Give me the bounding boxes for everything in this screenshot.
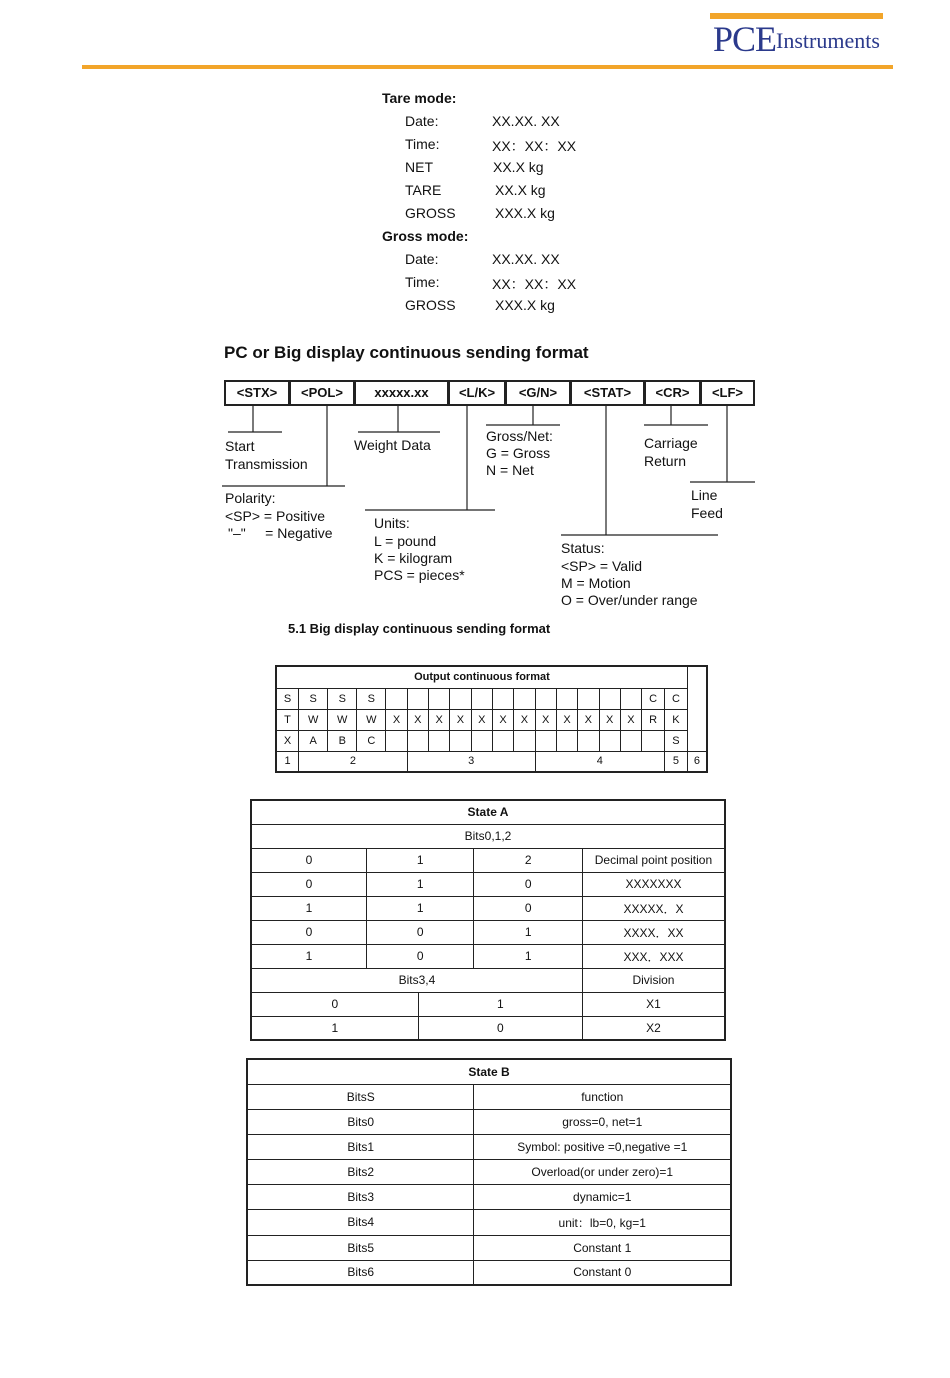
output-char-cell <box>450 730 471 751</box>
status-label: <SP> = Valid <box>561 558 643 574</box>
output-char-cell: T <box>276 709 299 730</box>
output-char-cell: S <box>276 688 299 709</box>
box-cr: <CR> <box>644 380 701 406</box>
box-lf: <LF> <box>700 380 755 406</box>
state-a-cell: 1 <box>251 944 366 968</box>
output-char-cell: W <box>328 709 357 730</box>
state-a-cell: 0 <box>474 896 582 920</box>
output-char-cell <box>407 730 428 751</box>
output-char-cell <box>492 688 513 709</box>
group-cell: 4 <box>535 751 664 772</box>
state-a-cell: 0 <box>474 872 582 896</box>
output-char-cell <box>429 730 450 751</box>
box-lk: <L/K> <box>448 380 506 406</box>
status-label: O = Over/under range <box>561 592 698 608</box>
output-char-cell <box>599 688 620 709</box>
carriage-label: Return <box>644 453 687 469</box>
grossnet-label: Gross/Net: <box>486 428 553 444</box>
output-char-cell <box>492 730 513 751</box>
group-cell: 2 <box>299 751 408 772</box>
state-a-cell: XXX．XXX <box>582 944 725 968</box>
output-char-cell: X <box>492 709 513 730</box>
output-char-cell <box>407 688 428 709</box>
output-char-cell: A <box>299 730 328 751</box>
output-char-cell: R <box>642 709 665 730</box>
output-char-cell: X <box>514 709 535 730</box>
output-char-cell <box>386 730 407 751</box>
output-char-cell: S <box>357 688 386 709</box>
group-cell: 6 <box>687 751 707 772</box>
big-display-subtitle: 5.1 Big display continuous sending format <box>288 621 551 636</box>
output-char-cell <box>450 688 471 709</box>
output-char-cell <box>535 730 556 751</box>
output-char-cell <box>578 730 599 751</box>
state-a-cell: X2 <box>582 1016 725 1040</box>
state-b-cell: Bits2 <box>247 1159 474 1184</box>
state-a-cell: 1 <box>474 944 582 968</box>
output-char-cell <box>386 688 407 709</box>
output-char-cell: X <box>471 709 492 730</box>
state-a-cell: Decimal point position <box>582 848 725 872</box>
state-a-cell: 0 <box>366 920 473 944</box>
output-table-title: Output continuous format <box>276 666 687 688</box>
state-a-cell: 1 <box>366 872 473 896</box>
state-b-cell: Bits3 <box>247 1184 474 1209</box>
grossnet-label: N = Net <box>486 462 534 478</box>
status-label: M = Motion <box>561 575 631 591</box>
output-char-cell: W <box>357 709 386 730</box>
weight-label: Weight Data <box>354 437 431 453</box>
output-char-cell <box>535 688 556 709</box>
polarity-label: <SP> = Positive <box>225 508 326 524</box>
state-b-cell: Symbol: positive =0,negative =1 <box>474 1134 731 1159</box>
division-header: Division <box>582 968 725 992</box>
group-cell: 1 <box>276 751 299 772</box>
output-char-cell <box>429 688 450 709</box>
connector-lines <box>0 0 950 640</box>
output-char-cell: X <box>429 709 450 730</box>
polarity-label: "–" = Negative <box>228 525 333 541</box>
state-a-cell: 0 <box>418 1016 582 1040</box>
units-label: K = kilogram <box>374 550 453 566</box>
state-b-cell: gross=0, net=1 <box>474 1109 731 1134</box>
state-a-title: State A <box>251 800 725 824</box>
state-a-cell: 1 <box>366 848 473 872</box>
state-a-cell: 1 <box>366 896 473 920</box>
logo-brand: PCE <box>713 19 777 59</box>
state-a-table <box>250 799 726 1041</box>
state-b-cell: function <box>474 1084 731 1109</box>
state-b-cell: BitsS <box>247 1084 474 1109</box>
units-label: PCS = pieces* <box>374 567 465 583</box>
carriage-label: Carriage <box>644 435 698 451</box>
output-char-cell: W <box>299 709 328 730</box>
state-b-title: State B <box>247 1059 731 1084</box>
box-stx: <STX> <box>224 380 290 406</box>
state-b-cell: dynamic=1 <box>474 1184 731 1209</box>
output-char-cell: X <box>556 709 577 730</box>
output-char-cell: X <box>407 709 428 730</box>
output-char-cell <box>556 688 577 709</box>
output-char-cell <box>599 730 620 751</box>
box-gn: <G/N> <box>505 380 571 406</box>
state-a-cell: XXXXX．X <box>582 896 725 920</box>
units-label: L = pound <box>374 533 437 549</box>
output-char-cell: B <box>328 730 357 751</box>
output-char-cell <box>556 730 577 751</box>
output-char-cell: K <box>665 709 688 730</box>
state-b-cell: unit：lb=0, kg=1 <box>474 1209 731 1235</box>
output-char-cell <box>620 730 641 751</box>
bits34-header: Bits3,4 <box>251 968 582 992</box>
state-a-cell: 1 <box>474 920 582 944</box>
output-char-cell <box>578 688 599 709</box>
polarity-label: Polarity: <box>225 490 276 506</box>
output-char-cell: X <box>599 709 620 730</box>
state-b-cell: Constant 1 <box>474 1235 731 1260</box>
format-title: PC or Big display continuous sending format <box>224 343 589 362</box>
output-char-cell: S <box>299 688 328 709</box>
state-b-cell: Overload(or under zero)=1 <box>474 1159 731 1184</box>
output-char-cell <box>620 688 641 709</box>
output-char-cell: X <box>386 709 407 730</box>
state-b-cell: Bits1 <box>247 1134 474 1159</box>
state-a-cell: XXXX．XX <box>582 920 725 944</box>
output-char-cell: X <box>578 709 599 730</box>
output-char-cell <box>514 688 535 709</box>
linefeed-label: Line <box>691 487 718 503</box>
box-pol: <POL> <box>289 380 355 406</box>
output-char-cell: C <box>357 730 386 751</box>
bits-header: Bits0,1,2 <box>251 824 725 848</box>
grossnet-label: G = Gross <box>486 445 551 461</box>
group-cell: 3 <box>407 751 535 772</box>
state-a-cell: 0 <box>251 848 366 872</box>
box-stat: <STAT> <box>570 380 645 406</box>
gross-mode-heading: Gross mode: <box>382 228 469 244</box>
status-label: Status: <box>561 540 605 556</box>
output-char-cell: C <box>642 688 665 709</box>
box-weight: xxxxx.xx <box>354 380 449 406</box>
state-b-table <box>246 1058 732 1286</box>
group-cell: 5 <box>665 751 688 772</box>
state-b-cell: Bits6 <box>247 1260 474 1285</box>
state-a-cell: 0 <box>251 920 366 944</box>
output-char-cell: S <box>328 688 357 709</box>
start-label: Transmission <box>225 456 308 472</box>
output-format-table <box>275 665 708 773</box>
state-a-cell: 2 <box>474 848 582 872</box>
output-char-cell: S <box>665 730 688 751</box>
state-a-cell: 0 <box>251 992 418 1016</box>
units-label: Units: <box>374 515 410 531</box>
output-char-cell: X <box>535 709 556 730</box>
state-a-cell: 1 <box>251 1016 418 1040</box>
state-a-cell: 1 <box>418 992 582 1016</box>
logo-suffix: Instruments <box>776 28 880 53</box>
state-a-cell: 1 <box>251 896 366 920</box>
output-char-cell: X <box>620 709 641 730</box>
state-b-cell: Constant 0 <box>474 1260 731 1285</box>
state-b-cell: Bits0 <box>247 1109 474 1134</box>
state-a-cell: XXXXXXX <box>582 872 725 896</box>
state-a-cell: 0 <box>251 872 366 896</box>
output-char-cell: X <box>276 730 299 751</box>
output-char-cell: C <box>665 688 688 709</box>
output-char-cell: X <box>450 709 471 730</box>
state-a-cell: 0 <box>366 944 473 968</box>
linefeed-label: Feed <box>691 505 723 521</box>
state-b-cell: Bits5 <box>247 1235 474 1260</box>
output-char-cell <box>514 730 535 751</box>
state-b-cell: Bits4 <box>247 1209 474 1235</box>
output-char-cell <box>471 730 492 751</box>
start-label: Start <box>225 438 255 454</box>
output-char-cell <box>471 688 492 709</box>
tare-mode-heading: Tare mode: <box>382 90 457 106</box>
output-char-cell <box>642 730 665 751</box>
state-a-cell: X1 <box>582 992 725 1016</box>
